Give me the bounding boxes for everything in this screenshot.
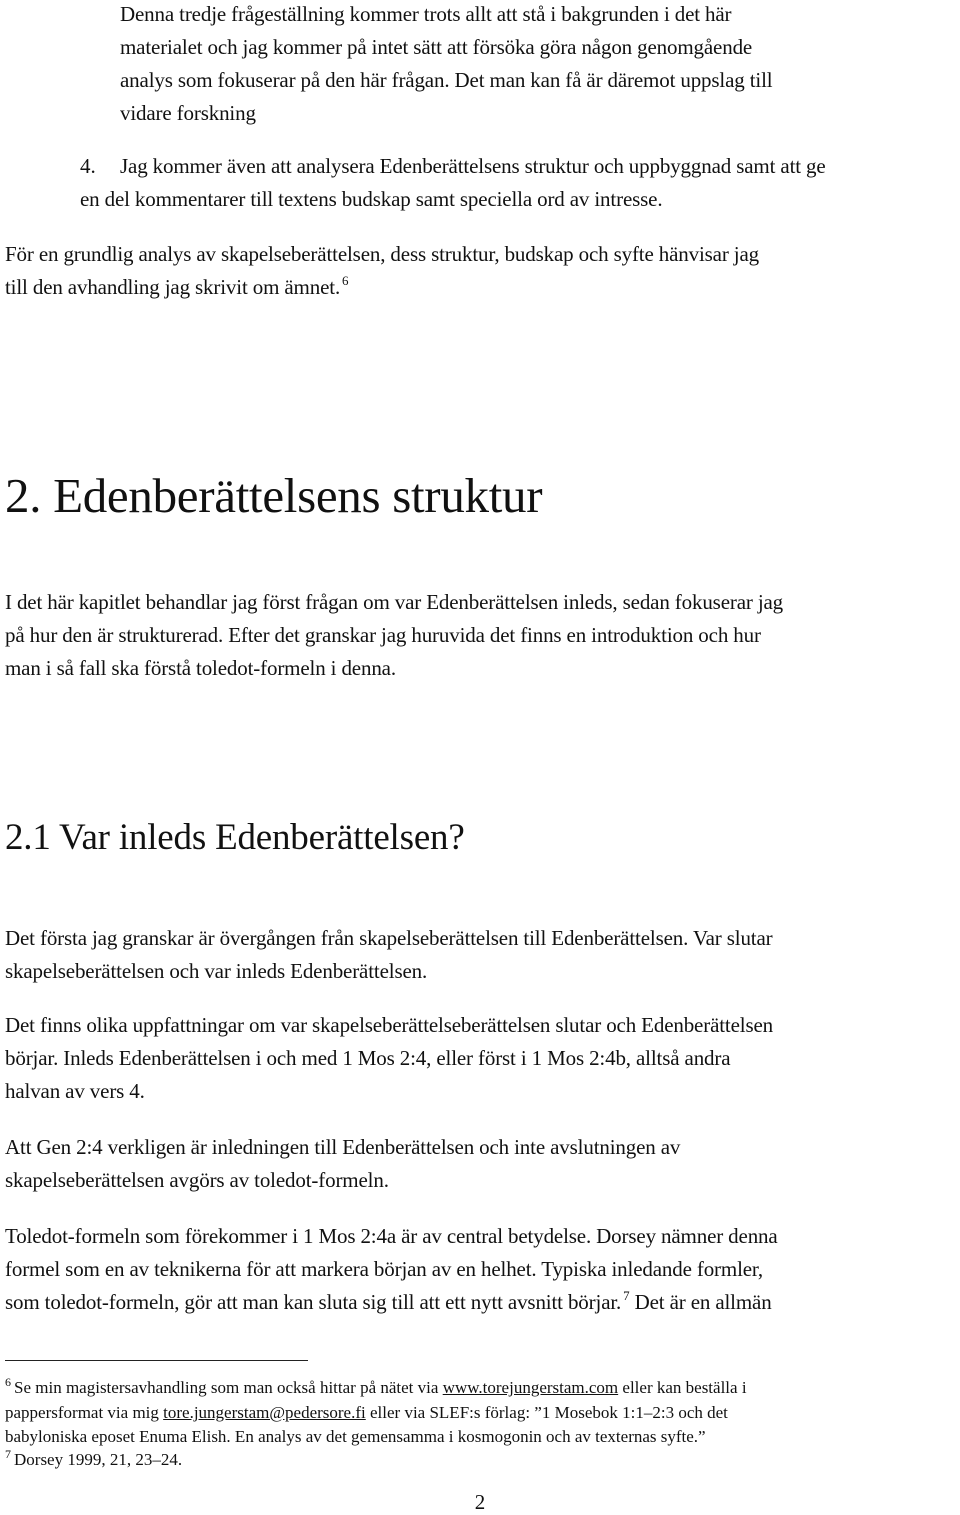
list-item-4 <box>120 150 826 183</box>
reference-line <box>5 271 759 306</box>
section-2-heading: 2. Edenberättelsens struktur <box>5 468 543 523</box>
footnote-text: pappersformat via mig <box>5 1403 159 1422</box>
footnote-6 <box>5 1376 747 1449</box>
footnote-number: 6 <box>5 1375 11 1389</box>
footnote-ref-6[interactable]: 6 <box>342 273 349 288</box>
paragraph-line: Det första jag granskar är övergången från skapelseberättelsen till Edenberättelsen. Var slutar <box>5 926 773 950</box>
paragraph-line-text: Det är en allmän <box>634 1290 772 1314</box>
list-item-4-continuation <box>80 183 662 216</box>
footnote-line <box>5 1448 182 1473</box>
footnote-text: eller via SLEF:s förlag: ”1 Mosebok 1:1–2:3 och det <box>370 1403 728 1422</box>
paragraph-line: Att Gen 2:4 verkligen är inledningen till Edenberättelsen och inte avslutningen av <box>5 1135 681 1159</box>
footnote-line <box>5 1401 747 1425</box>
section-2-line: på hur den är strukturerad. Efter det granskar jag huruvida det finns en introduktion och hur <box>5 623 761 647</box>
footnote-ref-7[interactable]: 7 <box>623 1288 630 1303</box>
intro-line: materialet och jag kommer på intet sätt att försöka göra någon genomgående <box>120 35 753 59</box>
reference-line: För en grundlig analys av skapelseberättelsen, dess struktur, budskap och syfte hänvisar jag <box>5 242 760 266</box>
paragraph-line: formel som en av teknikerna för att markera början av en helhet. Typiska inledande formler, <box>5 1257 764 1281</box>
intro-line: analys som fokuserar på den här frågan. Det man kan få är däremot uppslag till <box>120 68 773 92</box>
footnote-7 <box>5 1448 182 1473</box>
section-2-1-paragraph-3 <box>5 1131 680 1197</box>
section-2-1-paragraph-4 <box>5 1220 778 1321</box>
paragraph-line: börjar. Inleds Edenberättelsen i och med 1 Mos 2:4, eller först i 1 Mos 2:4b, alltså andra <box>5 1046 731 1070</box>
website-link[interactable]: www.torejungerstam.com <box>442 1378 619 1397</box>
intro-line: vidare forskning <box>120 101 256 125</box>
reference-line-text: till den avhandling jag skrivit om ämnet. <box>5 275 341 299</box>
section-2-1-heading: 2.1 Var inleds Edenberättelsen? <box>5 817 465 858</box>
paragraph-line: skapelseberättelsen och var inleds Edenberättelsen. <box>5 959 428 983</box>
footnote-number: 7 <box>5 1447 11 1461</box>
list-item-line: en del kommentarer till textens budskap samt speciella ord av intresse. <box>80 187 663 211</box>
intro-paragraph <box>120 0 772 130</box>
section-2-1-paragraph-1 <box>5 922 773 988</box>
list-item-line: Jag kommer även att analysera Edenberättelsens struktur och uppbyggnad samt att ge <box>120 154 826 178</box>
section-2-paragraph <box>5 586 783 685</box>
paragraph-line: skapelseberättelsen avgörs av toledot-formeln. <box>5 1168 389 1192</box>
section-2-1-paragraph-2 <box>5 1009 773 1108</box>
section-2-line: man i så fall ska förstå toledot-formeln i denna. <box>5 656 396 680</box>
email-link[interactable]: tore.jungerstam@pedersore.fi <box>163 1403 366 1422</box>
footnote-text: Dorsey 1999, 21, 23–24. <box>14 1450 183 1469</box>
reference-paragraph <box>5 238 759 306</box>
paragraph-line: Toledot-formeln som förekommer i 1 Mos 2:4a är av central betydelse. Dorsey nämner denna <box>5 1224 778 1248</box>
section-2-line: I det här kapitlet behandlar jag först frågan om var Edenberättelsen inleds, sedan fokuserar jag <box>5 590 784 614</box>
footnote-line: babyloniska eposet Enuma Elish. En analys av det gemensamma i kosmogonin och av texternas syfte.” <box>5 1427 706 1446</box>
paragraph-line: halvan av vers 4. <box>5 1079 145 1103</box>
paragraph-line-text: som toledot-formeln, gör att man kan sluta sig till att ett nytt avsnitt börjar. <box>5 1290 622 1314</box>
paragraph-line: Det finns olika uppfattningar om var skapelseberättelseberättelsen slutar och Edenberättelsen <box>5 1013 774 1037</box>
footnote-line <box>5 1376 747 1401</box>
list-item-number: 4. <box>80 154 96 178</box>
footnote-separator <box>5 1360 308 1361</box>
footnote-text: Se min magistersavhandling som man också hittar på nätet via <box>14 1378 439 1397</box>
page-number: 2 <box>474 1490 486 1514</box>
footnote-text: eller kan beställa i <box>622 1378 747 1397</box>
paragraph-line <box>5 1286 778 1321</box>
intro-line: Denna tredje frågeställning kommer trots allt att stå i bakgrunden i det här <box>120 2 732 26</box>
